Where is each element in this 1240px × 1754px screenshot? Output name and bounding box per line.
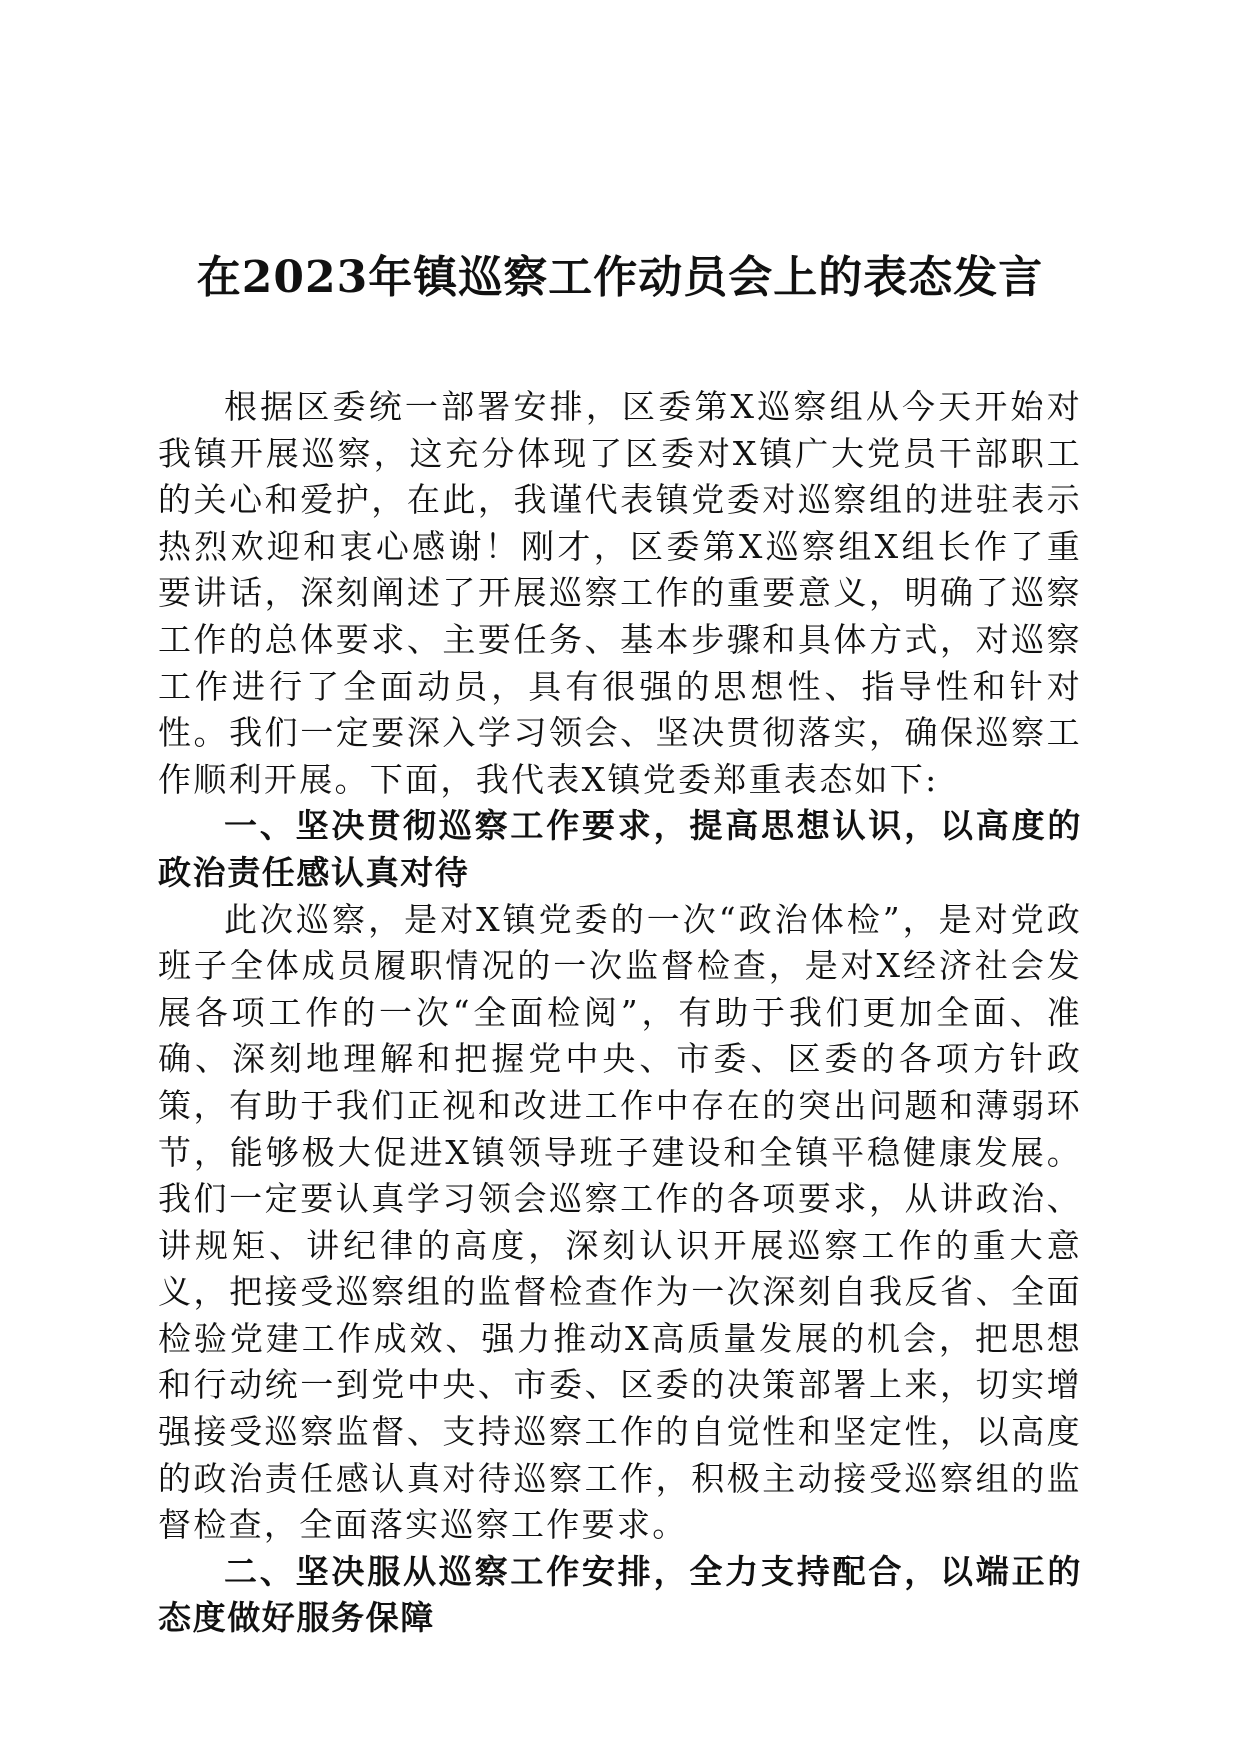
section-heading-1: 一、坚决贯彻巡察工作要求，提高思想认识，以高度的政治责任感认真对待 xyxy=(158,806,1082,892)
document-body xyxy=(158,384,1082,1642)
section-heading-2: 二、坚决服从巡察工作安排，全力支持配合，以端正的态度做好服务保障 xyxy=(158,1551,1082,1638)
document-title: 在2023年镇巡察工作动员会上的表态发言 xyxy=(196,252,1044,303)
intro-paragraph: 根据区委统一部署安排，区委第X巡察组从今天开始对我镇开展巡察，这充分体现了区委对X镇广大党员干部职工的关心和爱护，在此，我谨代表镇党委对巡察组的进驻表示热烈欢迎和衷心感谢！刚才，区委第X巡察组X组长作了重要讲话，深刻阐述了开展巡察工作的重要意义，明确了巡察工作的总体要求、主要任务、基本步骤和具体方式，对巡察工作进行了全面动员，具有很强的思想性、指导性和针对性。我们一定要深入学习领会、坚决贯彻落实，确保巡察工作顺利开展。下面，我代表X镇党委郑重表态如下: xyxy=(158,387,1082,799)
section-1-paragraph: 此次巡察，是对X镇党委的一次“政治体检”，是对党政班子全体成员履职情况的一次监督检查，是对X经济社会发展各项工作的一次“全面检阅”，有助于我们更加全面、准确、深刻地理解和把握党中央、市委、区委的各项方针政策，有助于我们正视和改进工作中存在的突出问题和薄弱环节，能够极大促进X镇领导班子建设和全镇平稳健康发展。我们一定要认真学习领会巡察工作的各项要求，从讲政治、讲规矩、讲纪律的高度，深刻认识开展巡察工作的重大意义，把接受巡察组的监督检查作为一次深刻自我反省、全面检验党建工作成效、强力推动X高质量发展的机会，把思想和行动统一到党中央、市委、区委的决策部署上来，切实增强接受巡察监督、支持巡察工作的自觉性和坚定性，以高度的政治责任感认真对待巡察工作，积极主动接受巡察组的监督检查，全面落实巡察工作要求。 xyxy=(158,899,1082,1545)
